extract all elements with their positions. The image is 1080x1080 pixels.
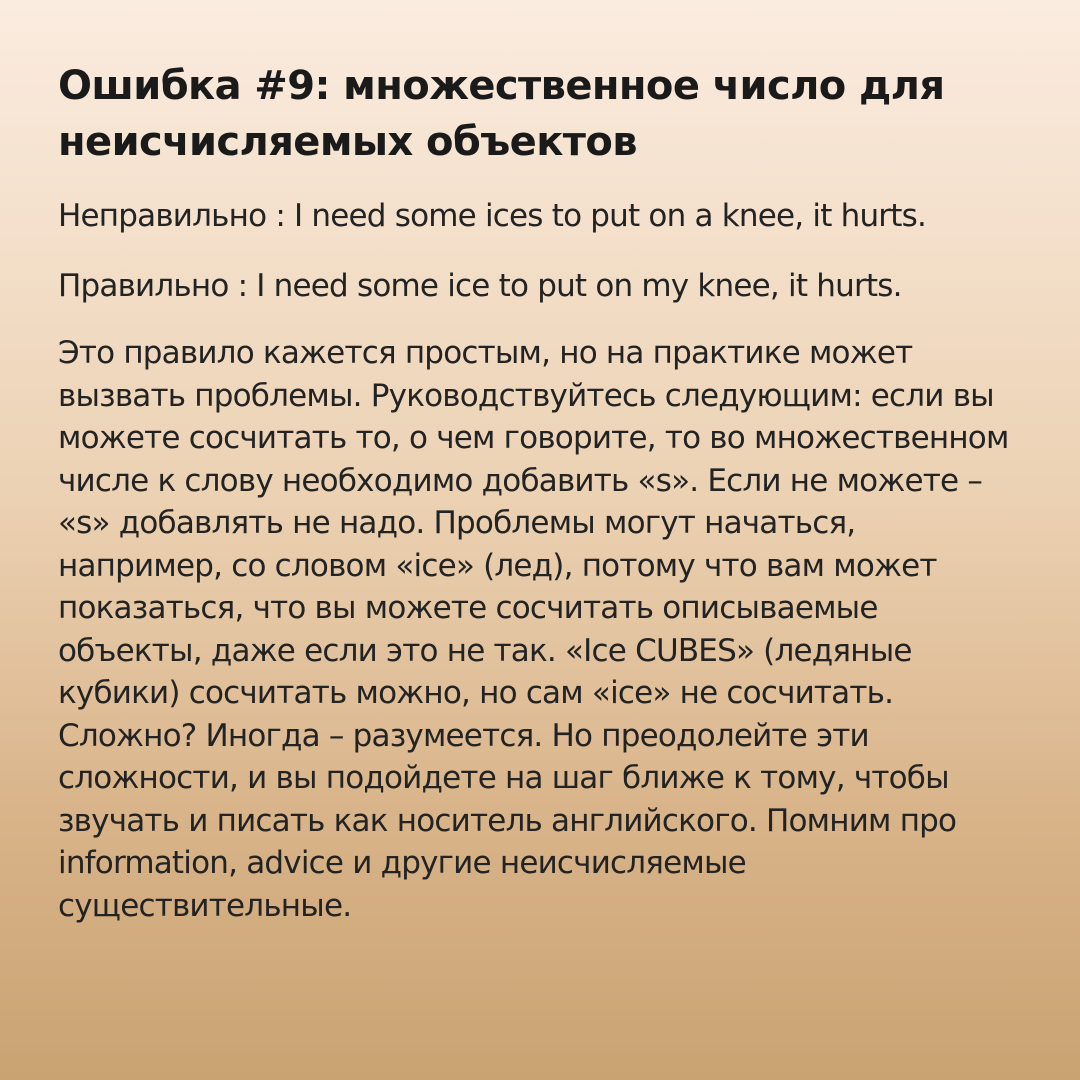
explanation-text: Это правило кажется простым, но на практике может вызвать проблемы. Руководствуйтесь следующим: если вы можете сосчитать то, о чем говорите, то во множественном числе к слову необходимо добавить «s». Если не можете – «s» добавлять не надо. Проблемы могут начаться, например, со словом «ice» (лед), потому что вам может показаться, что вы можете сосчитать описываемые объекты, даже если это не так. «Ice CUBES» (ледяные кубики) сосчитать можно, но сам «ice» не сосчитать. Сложно? Иногда – разумеется. Но преодолейте эти сложности, и вы подойдете на шаг ближе к тому, чтобы звучать и писать как носитель английского. Помним про information, advice и другие неисчисляемые существительные.: [58, 335, 1009, 924]
wrong-example: Неправильно : I need some ices to put on a knee, it hurts.: [58, 198, 927, 234]
slide-title: Ошибка #9: множественное число для неисчисляемых объектов: [58, 63, 945, 165]
correct-example: Правильно : I need some ice to put on my knee, it hurts.: [58, 268, 902, 304]
